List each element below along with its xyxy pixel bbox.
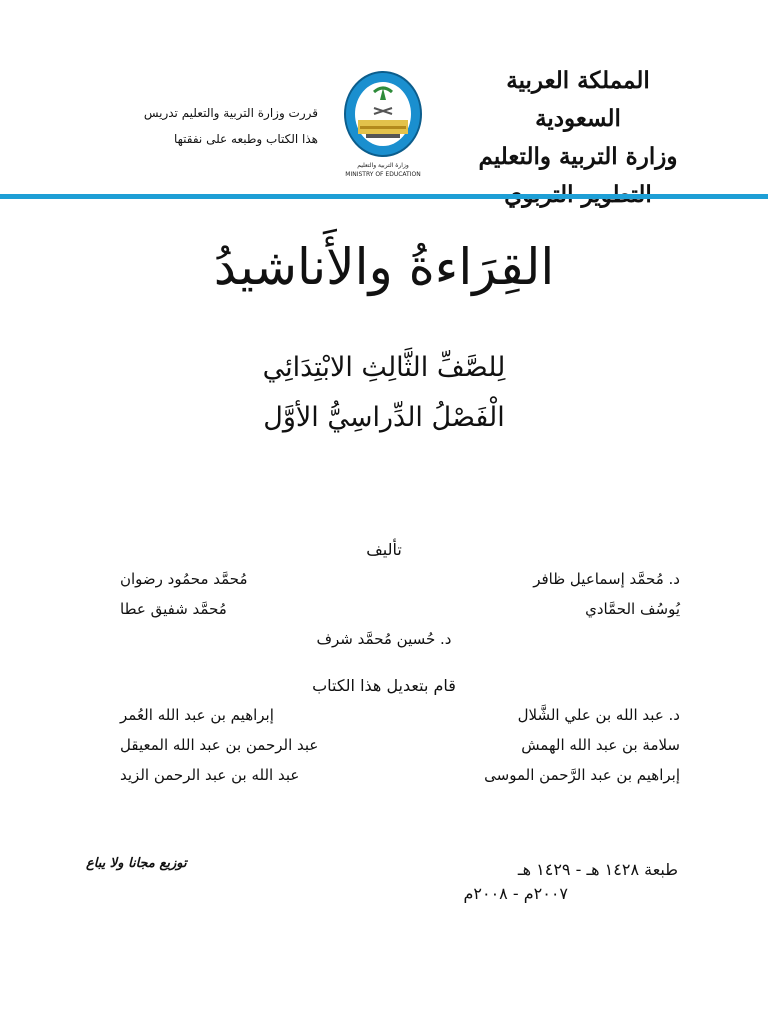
reviser-name: عبد الرحمن بن عبد الله المعيقل (120, 736, 319, 754)
reviser-name: عبد الله بن عبد الرحمن الزيد (120, 766, 300, 784)
ministry-emblem-icon (340, 68, 426, 180)
edition-gregorian: ٢٠٠٧م - ٢٠٠٨م (463, 884, 568, 903)
reviser-name: إبراهيم بن عبد الرَّحمن الموسى (484, 766, 680, 784)
author-row (120, 570, 680, 588)
logo-caption-ar: وزارة التربية والتعليم (357, 162, 409, 169)
author-name: د. مُحمَّد إسماعيل ظافر (533, 570, 680, 588)
reviser-row (120, 766, 680, 784)
header-divider (0, 194, 768, 199)
semester-label: الْفَصْلُ الدِّراسِيُّ الأوَّل (263, 402, 505, 433)
reviser-row (120, 736, 680, 754)
author-name: يُوسُف الحمَّادي (585, 600, 680, 618)
author-name: مُحمَّد شفيق عطا (120, 600, 227, 618)
ministry-logo (340, 68, 426, 180)
approval-line: هذا الكتاب وطبعه على نفقتها (173, 132, 318, 146)
edition-hijri: طبعة ١٤٢٨ هـ - ١٤٢٩ هـ (517, 860, 678, 879)
reviser-name: إبراهيم بن عبد الله العُمر (120, 706, 274, 724)
authors-heading: تأليف (366, 540, 402, 559)
approval-line: قررت وزارة التربية والتعليم تدريس (143, 106, 318, 120)
ministry-heading (478, 62, 678, 214)
grade-label: لِلصَّفِّ الثَّالِثِ الابْتِدَائِي (262, 352, 506, 383)
author-row (120, 600, 680, 618)
approval-note (96, 100, 318, 152)
reviser-row (120, 706, 680, 724)
author-name: د. حُسين مُحمَّد شرف (316, 630, 452, 648)
book-title: القِرَاءةُ والأَناشيدُ (213, 238, 555, 296)
distribution-note: توزيع مجانا ولا يباع (86, 856, 187, 871)
reviser-name: د. عبد الله بن علي الشَّلال (517, 706, 680, 724)
logo-caption-en: MINISTRY OF EDUCATION (345, 171, 421, 178)
ministry-line: المملكة العربية السعودية (506, 67, 650, 132)
author-name: مُحمَّد محمُود رضوان (120, 570, 248, 588)
reviser-name: سلامة بن عبد الله الهمش (521, 736, 680, 754)
revisers-heading: قام بتعديل هذا الكتاب (312, 676, 456, 695)
ministry-line: وزارة التربية والتعليم (478, 143, 678, 170)
